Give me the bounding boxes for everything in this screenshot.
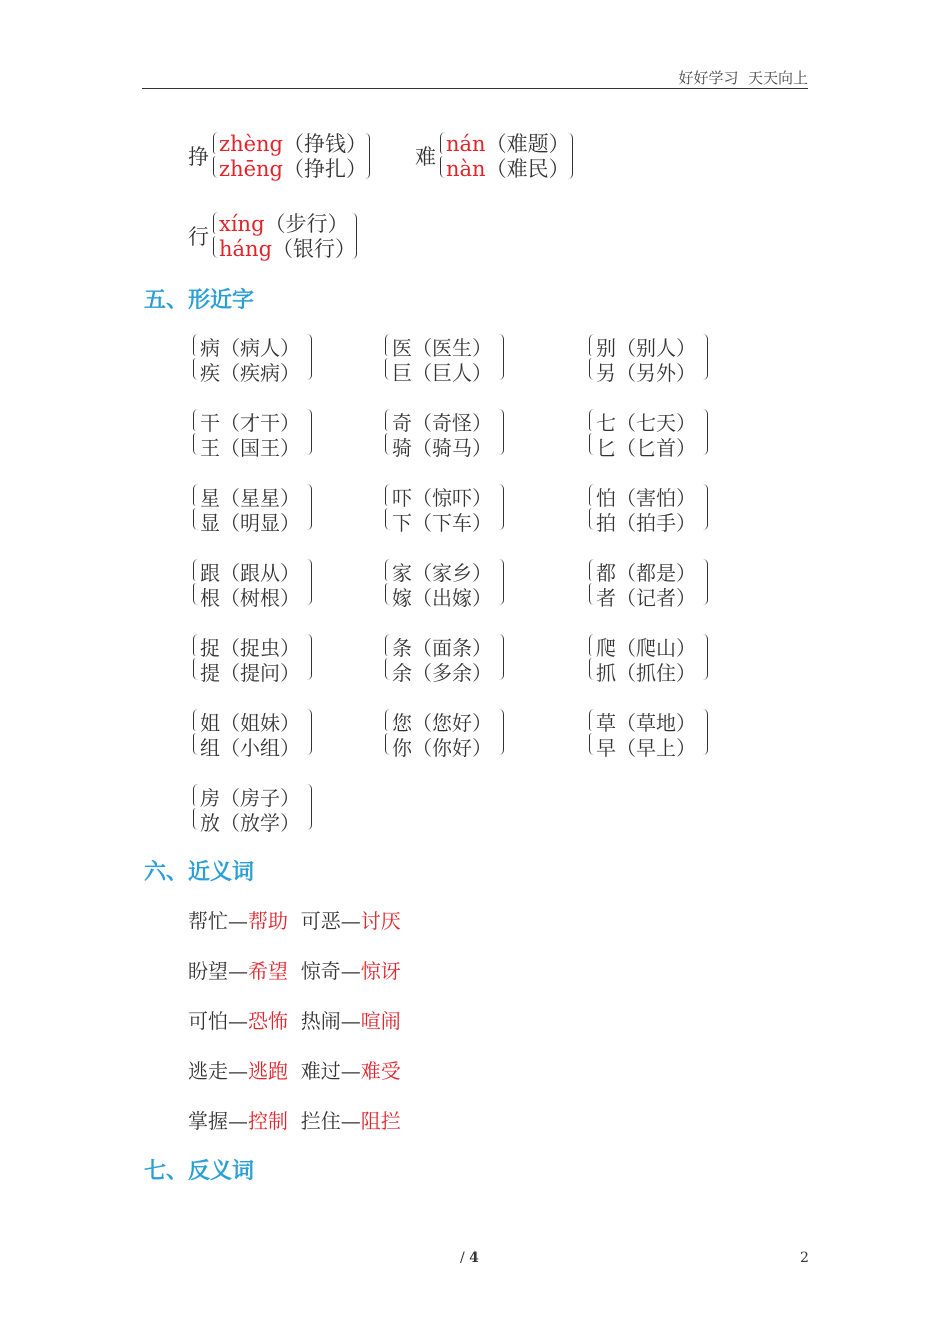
similar-char-line: 星（星星） (200, 486, 300, 510)
similar-char-line: 医（医生） (392, 336, 492, 360)
synonym-row: 可怕—恐怖 热闹—喧闹 (188, 1009, 401, 1033)
right-brace (366, 133, 372, 179)
right-brace (704, 484, 710, 530)
right-brace (704, 409, 710, 455)
section-title-similar-chars: 五、形近字 (144, 288, 255, 313)
section-title-synonyms: 六、近义词 (144, 860, 255, 885)
polyphone-char: 挣 (188, 145, 209, 169)
right-brace (308, 634, 314, 680)
similar-char-line: 家（家乡） (392, 561, 492, 585)
similar-char-line: 骑（骑马） (392, 436, 492, 460)
left-brace (191, 634, 197, 680)
left-brace (587, 484, 593, 530)
right-brace (308, 409, 314, 455)
similar-char-line: 嫁（出嫁） (392, 586, 492, 610)
similar-char-line: 姐（姐妹） (200, 711, 300, 735)
synonym-row: 帮忙—帮助 可恶—讨厌 (188, 909, 401, 933)
section-title-antonyms: 七、反义词 (144, 1159, 255, 1184)
left-brace (587, 409, 593, 455)
left-brace (383, 409, 389, 455)
header-slogan: 好好学习 天天向上 (678, 69, 808, 87)
right-brace (500, 334, 506, 380)
similar-char-pair (386, 331, 526, 383)
right-brace (704, 709, 710, 755)
synonym-row: 逃走—逃跑 难过—难受 (188, 1059, 401, 1083)
similar-char-pair (194, 781, 334, 833)
right-brace (308, 484, 314, 530)
similar-char-line: 早（早上） (596, 736, 696, 760)
similar-char-line: 捉（捉虫） (200, 636, 300, 660)
right-brace (704, 634, 710, 680)
right-brace (308, 559, 314, 605)
similar-char-pair (590, 331, 730, 383)
polyphone-reading: nán（难题） (446, 132, 570, 156)
similar-char-line: 房（房子） (200, 786, 300, 810)
left-brace (191, 409, 197, 455)
right-brace (500, 634, 506, 680)
similar-char-line: 拍（拍手） (596, 511, 696, 535)
similar-char-pair (590, 406, 730, 458)
similar-char-line: 抓（抓住） (596, 661, 696, 685)
left-brace (587, 559, 593, 605)
right-brace (704, 559, 710, 605)
left-brace (211, 132, 217, 178)
polyphone-reading: háng（银行） (219, 237, 357, 261)
left-brace (587, 334, 593, 380)
polyphone-reading: zhēng（挣扎） (219, 157, 367, 181)
left-brace (587, 709, 593, 755)
page-total: / 4 (460, 1250, 479, 1266)
right-brace (569, 133, 575, 179)
similar-char-line: 王（国王） (200, 436, 300, 460)
right-brace (500, 484, 506, 530)
similar-char-line: 都（都是） (596, 561, 696, 585)
right-brace (308, 709, 314, 755)
page-number: 2 (800, 1250, 809, 1266)
left-brace (211, 212, 217, 258)
similar-char-pair (386, 556, 526, 608)
similar-char-pair (590, 631, 730, 683)
similar-char-line: 奇（奇怪） (392, 411, 492, 435)
similar-char-pair (194, 556, 334, 608)
polyphone-reading: xíng（步行） (219, 212, 349, 236)
similar-char-line: 条（面条） (392, 636, 492, 660)
similar-char-pair (590, 706, 730, 758)
similar-char-line: 七（七天） (596, 411, 696, 435)
left-brace (191, 559, 197, 605)
similar-char-line: 别（别人） (596, 336, 696, 360)
left-brace (383, 484, 389, 530)
similar-char-line: 病（病人） (200, 336, 300, 360)
right-brace (308, 784, 314, 830)
similar-char-line: 你（你好） (392, 736, 492, 760)
synonym-row: 掌握—控制 拦住—阻拦 (188, 1109, 401, 1133)
right-brace (353, 213, 359, 259)
similar-char-line: 匕（匕首） (596, 436, 696, 460)
polyphone-reading: zhèng（挣钱） (219, 132, 367, 156)
header-divider (142, 88, 808, 89)
similar-char-pair (194, 706, 334, 758)
similar-char-line: 者（记者） (596, 586, 696, 610)
polyphone-char: 难 (415, 145, 436, 169)
right-brace (500, 409, 506, 455)
similar-char-line: 提（提问） (200, 661, 300, 685)
similar-char-line: 显（明显） (200, 511, 300, 535)
similar-char-line: 放（放学） (200, 811, 300, 835)
similar-char-pair (386, 706, 526, 758)
synonym-row: 盼望—希望 惊奇—惊讶 (188, 959, 401, 983)
similar-char-pair (386, 631, 526, 683)
polyphone-char: 行 (188, 225, 209, 249)
left-brace (438, 132, 444, 178)
left-brace (383, 334, 389, 380)
similar-char-pair (386, 406, 526, 458)
left-brace (383, 709, 389, 755)
similar-char-pair (386, 481, 526, 533)
left-brace (383, 634, 389, 680)
similar-char-line: 草（草地） (596, 711, 696, 735)
similar-char-line: 下（下车） (392, 511, 492, 535)
similar-char-line: 余（多余） (392, 661, 492, 685)
similar-char-line: 吓（惊吓） (392, 486, 492, 510)
right-brace (704, 334, 710, 380)
similar-char-line: 另（另外） (596, 361, 696, 385)
left-brace (191, 784, 197, 830)
polyphone-entry (188, 208, 368, 268)
polyphone-entry (415, 128, 585, 188)
left-brace (587, 634, 593, 680)
left-brace (383, 559, 389, 605)
left-brace (191, 334, 197, 380)
right-brace (308, 334, 314, 380)
similar-char-line: 您（您好） (392, 711, 492, 735)
similar-char-pair (590, 481, 730, 533)
left-brace (191, 709, 197, 755)
similar-char-pair (194, 481, 334, 533)
similar-char-line: 疾（疾病） (200, 361, 300, 385)
similar-char-line: 怕（害怕） (596, 486, 696, 510)
similar-char-line: 干（才干） (200, 411, 300, 435)
similar-char-line: 巨（巨人） (392, 361, 492, 385)
similar-char-line: 跟（跟从） (200, 561, 300, 585)
similar-char-pair (194, 406, 334, 458)
left-brace (191, 484, 197, 530)
similar-char-pair (194, 631, 334, 683)
right-brace (500, 559, 506, 605)
right-brace (500, 709, 506, 755)
polyphone-reading: nàn（难民） (446, 157, 570, 181)
polyphone-entry (188, 128, 378, 188)
similar-char-line: 爬（爬山） (596, 636, 696, 660)
similar-char-line: 组（小组） (200, 736, 300, 760)
similar-char-pair (590, 556, 730, 608)
similar-char-line: 根（树根） (200, 586, 300, 610)
similar-char-pair (194, 331, 334, 383)
